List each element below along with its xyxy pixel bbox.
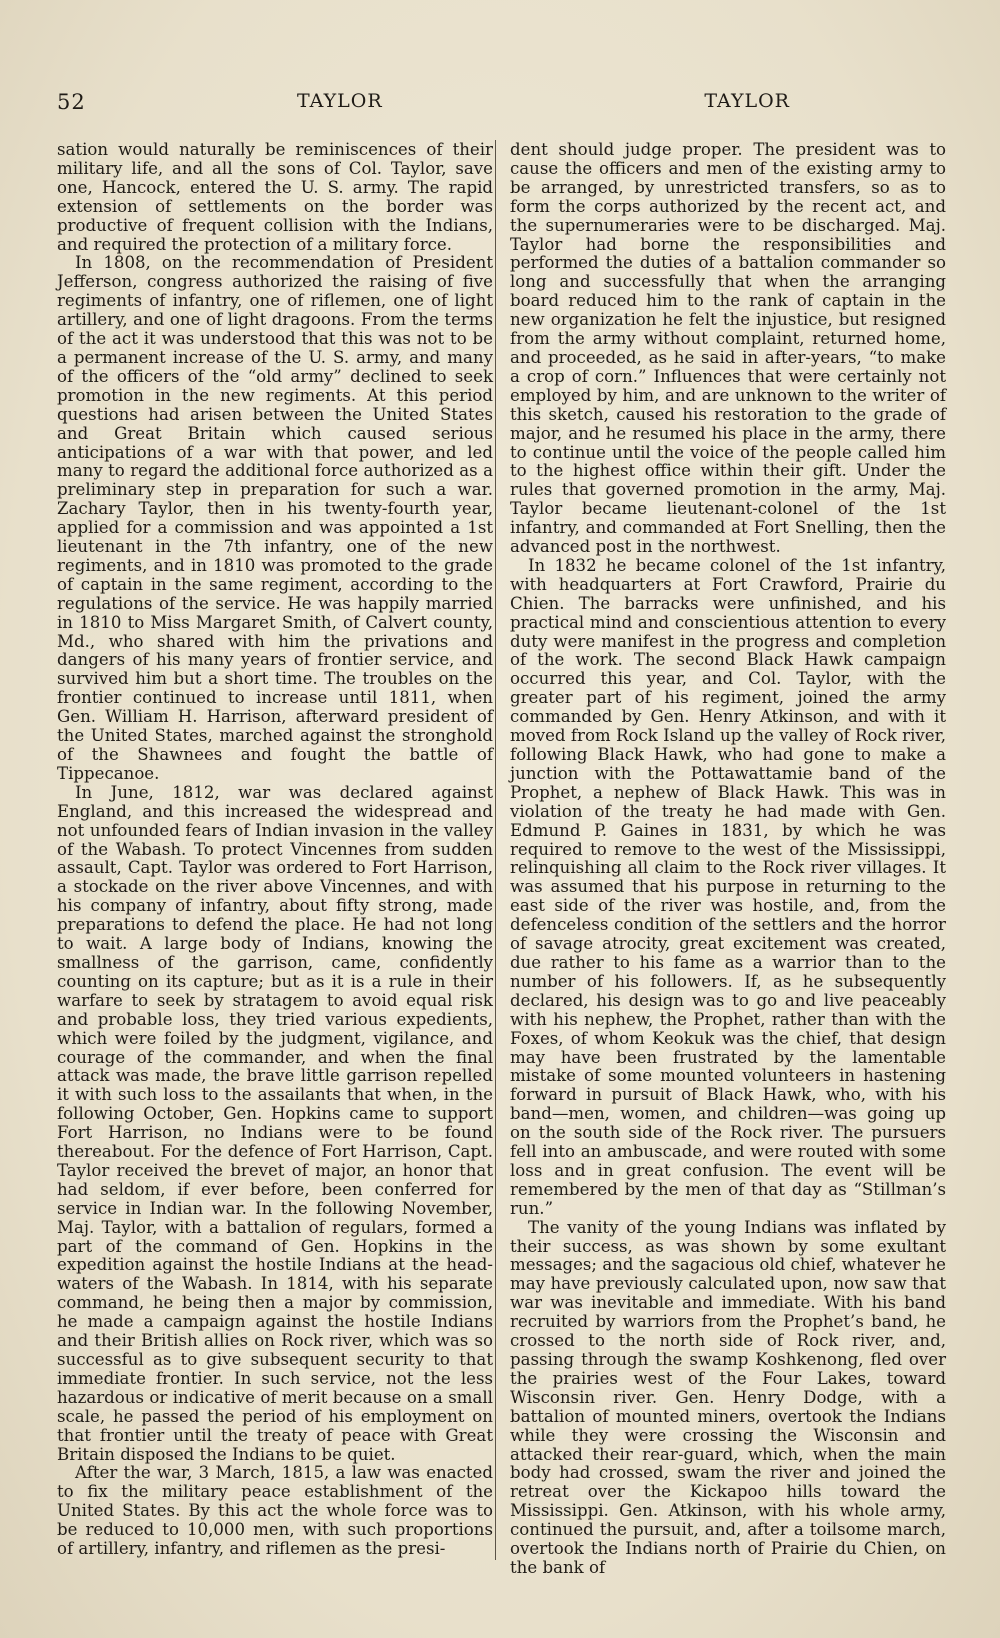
left-running-title: TAYLOR [297,90,383,112]
paragraph: After the war, 3 March, 1815, a law was enacted to fix the military peace establishment of the United States. By this act the whole force was to be reduced to 10,000 men, with such proportions of artillery, infantry, and riflemen as the presi- [57,1463,493,1559]
page-number: 52 [57,90,86,114]
right-column [510,141,946,1578]
paragraph: In 1832 he became colonel of the 1st infantry, with headquarters at Fort Crawford, Prairie du Chien. The barracks were unfinished, and his practical mind and conscientious attention to every duty were manifest in the progress and completion of the work. The second Black Hawk campaign occurred this year, and Col. Taylor, with the greater part of his regiment, joined the army commanded by Gen. Henry Atkinson, and with it moved from Rock Island up the valley of Rock river, following Black Hawk, who had gone to make a junction with the Pottawattamie band of the Prophet, a nephew of Black Hawk. This was in violation of the treaty he had made with Gen. Edmund P. Gaines in 1831, by which he was required to remove to the west of the Mississippi, relinquishing all claim to the Rock river villages. It was assumed that his purpose in returning to the east side of the river was hostile, and, from the defenceless condition of the settlers and the horror of savage atrocity, great excitement was created, due rather to his fame as a warrior than to the number of his followers. If, as he subsequently declared, his design was to go and live peaceably with his nephew, the Prophet, rather than with the Foxes, of whom Keokuk was the chief, that design may have been frustrated by the lamentable mistake of some mounted volunteers in hastening forward in pursuit of Black Hawk, who, with his band—men, women, and children—was going up on the south side of the Rock river. The pursuers fell into an ambuscade, and were routed with some loss and in great confusion. The event will be remembered by the men of that day as “Stillman’s run.” [510,555,946,1218]
running-head [57,90,955,120]
paragraph: In 1808, on the recommendation of President Jefferson, congress authorized the raising of five regiments of infantry, one of riflemen, one of light artillery, and one of light dragoons. From the terms of the act it was understood that this was not to be a permanent increase of the U. S. army, and many of the officers of the “old army” declined to seek promotion in the new regiments. At this period questions had arisen between the United States and Great Britain which caused serious anticipations of a war with that power, and led many to regard the additional force authorized as a preliminary step in preparation for such a war. Zachary Taylor, then in his twenty-fourth year, applied for a commission and was appointed a 1st lieutenant in the 7th infantry, one of the new regiments, and in 1810 was promoted to the grade of captain in the same regiment, according to the regulations of the service. He was happily married in 1810 to Miss Margaret Smith, of Calvert county, Md., who shared with him the privations and dangers of his many years of frontier service, and survived him but a short time. The troubles on the frontier continued to increase until 1811, when Gen. William H. Harrison, afterward president of the United States, marched against the stronghold of the Shawnees and fought the battle of Tippecanoe. [57,253,493,783]
right-running-title: TAYLOR [704,90,790,112]
paragraph: The vanity of the young Indians was inflated by their success, as was shown by some exultant messages; and the sagacious old chief, whatever he may have previously calculated upon, now saw that war was inevitable and immediate. With his band recruited by warriors from the Prophet’s band, he crossed to the north side of Rock river, and, passing through the swamp Koshkenong, fled over the prairies west of the Four Lakes, toward Wisconsin river. Gen. Henry Dodge, with a battalion of mounted miners, overtook the Indians while they were crossing the Wisconsin and attacked their rear-guard, which, when the main body had crossed, swam the river and joined the retreat over the Kickapoo hills toward the Mississippi. Gen. Atkinson, with his whole army, continued the pursuit, and, after a toilsome march, overtook the Indians north of Prairie du Chien, on the bank of [510,1217,946,1577]
left-column [57,141,493,1559]
paragraph: sation would naturally be reminiscences of their military life, and all the sons of Col. Taylor, save one, Hancock, entered the U. S. army. The rapid extension of settlements on the border was productive of frequent collision with the Indians, and required the protection of a military force. [57,140,493,254]
paragraph: dent should judge proper. The president was to cause the officers and men of the existing army to be arranged, by unrestricted transfers, so as to form the corps authorized by the recent act, and the supernumeraries were to be discharged. Maj. Taylor had borne the responsibilities and performed the duties of a battalion commander so long and successfully that when the arranging board reduced him to the rank of captain in the new organization he felt the injustice, but resigned from the army without complaint, returned home, and proceeded, as he said in after-years, “to make a crop of corn.” Influences that were certainly not employed by him, and are unknown to the writer of this sketch, caused his restoration to the grade of major, and he resumed his place in the army, there to continue until the voice of the people called him to the highest office within their gift. Under the rules that governed promotion in the army, Maj. Taylor became lieutenant-colonel of the 1st infantry, and commanded at Fort Snelling, then the advanced post in the northwest. [510,140,946,557]
column-rule [495,140,496,1560]
paragraph: In June, 1812, war was declared against England, and this increased the widespread and not unfounded fears of Indian invasion in the valley of the Wabash. To protect Vincennes from sudden assault, Capt. Taylor was ordered to Fort Harrison, a stockade on the river above Vincennes, and with his company of infantry, about fifty strong, made preparations to defend the place. He had not long to wait. A large body of Indians, knowing the smallness of the garrison, came, confidently counting on its capture; but as it is a rule in their warfare to seek by stratagem to avoid equal risk and probable loss, they tried various expedients, which were foiled by the judgment, vigilance, and courage of the commander, and when the final attack was made, the brave little garrison repelled it with such loss to the assailants that when, in the following October, Gen. Hopkins came to support Fort Harrison, no Indians were to be found thereabout. For the defence of Fort Harrison, Capt. Taylor received the brevet of major, an honor that had seldom, if ever before, been conferred for service in Indian war. In the following November, Maj. Taylor, with a battalion of regulars, formed a part of the command of Gen. Hopkins in the expedition against the hostile Indians at the head-waters of the Wabash. In 1814, with his separate command, he being then a major by commission, he made a campaign against the hostile Indians and their British allies on Rock river, which was so successful as to give subsequent security to that immediate frontier. In such service, not the less hazardous or indicative of merit because on a small scale, he passed the period of his employment on that frontier until the treaty of peace with Great Britain disposed the Indians to be quiet. [57,782,493,1464]
